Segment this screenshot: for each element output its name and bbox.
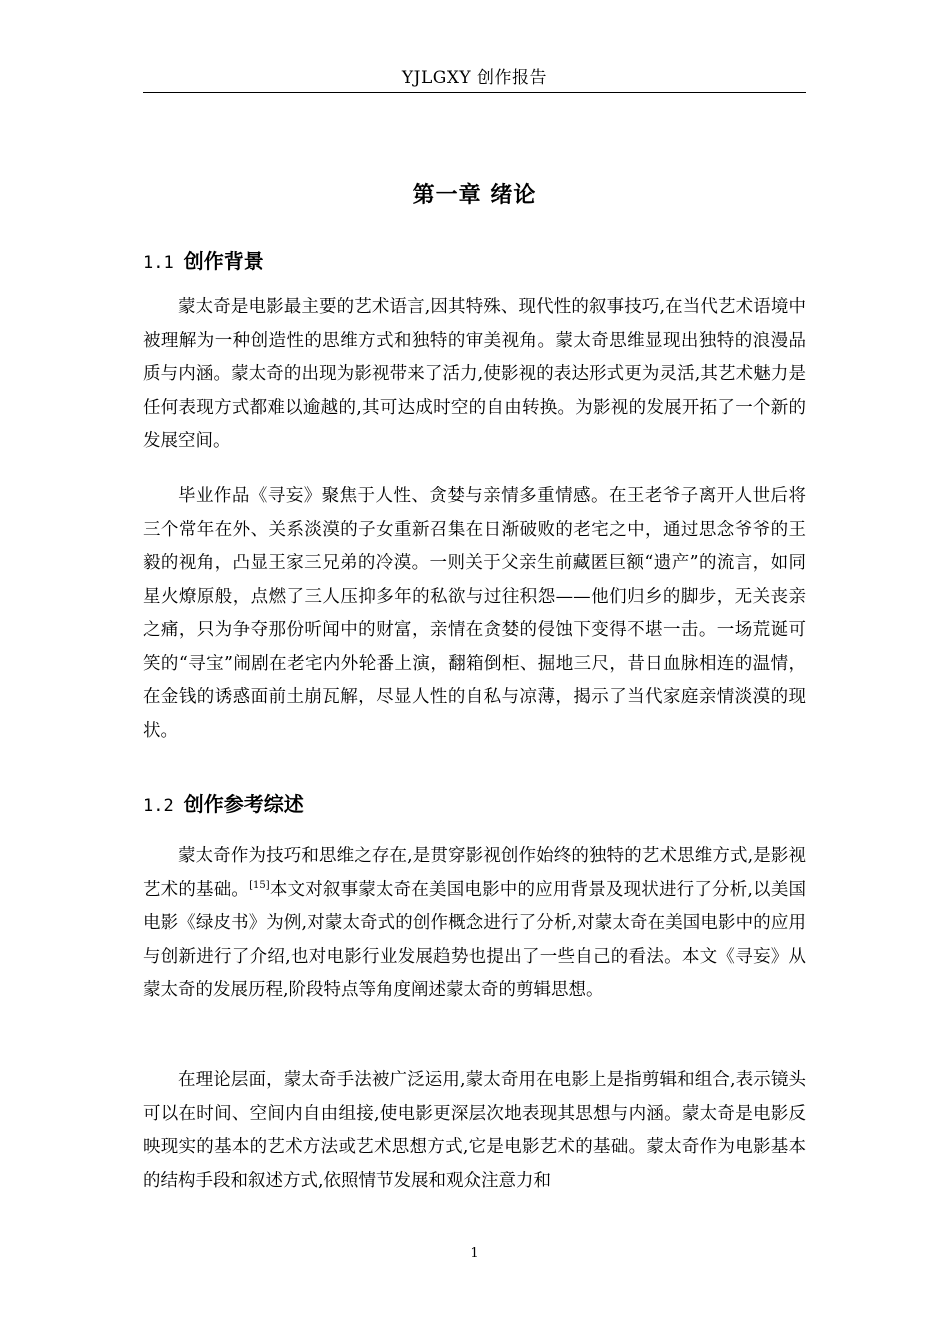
section-heading-1-2	[143, 789, 806, 821]
section-number: 1.2	[143, 796, 174, 816]
section-heading-1-1	[143, 246, 806, 278]
running-header: YJLGXY 创作报告	[401, 68, 548, 88]
section-number: 1.1	[143, 253, 174, 273]
body-paragraph: 毕业作品《寻妄》聚焦于人性、贪婪与亲情多重情感。在王老爷子离开人世后将三个常年在外、关系淡漠的子女重新召集在日渐破败的老宅之中，通过思念爷爷的王毅的视角，凸显王家三兄弟的冷漠。一则关于父亲生前藏匿巨额“遗产”的流言，如同星火燎原般，点燃了三人压抑多年的私欲与过往积怨——他们归乡的脚步，无关丧亲之痛，只为争夺那份听闻中的财富，亲情在贪婪的侵蚀下变得不堪一击。一场荒诞可笑的“寻宝”闹剧在老宅内外轮番上演，翻箱倒柜、掘地三尺，昔日血脉相连的温情，在金钱的诱惑面前土崩瓦解，尽显人性的自私与凉薄，揭示了当代家庭亲情淡漠的现状。	[143, 486, 806, 741]
section-title: 创作背景	[183, 249, 264, 273]
chapter-title: 第一章 绪论	[412, 183, 537, 208]
body-paragraph	[143, 840, 806, 1008]
paragraph-text: 本文对叙事蒙太奇在美国电影中的应用背景及现状进行了分析,以美国电影《绿皮书》为例,对蒙太奇式的创作概念进行了分析,对蒙太奇在美国电影中的应用与创新进行了介绍,也对电影行业发展趋势也提出了一些自己的看法。本文《寻妄》从蒙太奇的发展历程,阶段特点等角度阐述蒙太奇的剪辑思想。	[143, 879, 807, 1000]
body-paragraph: 蒙太奇是电影最主要的艺术语言,因其特殊、现代性的叙事技巧,在当代艺术语境中被理解为一种创造性的思维方式和独特的审美视角。蒙太奇思维显现出独特的浪漫品质与内涵。蒙太奇的出现为影视带来了活力,使影视的表达形式更为灵活,其艺术魅力是任何表现方式都难以逾越的,其可达成时空的自由转换。为影视的发展开拓了一个新的发展空间。	[143, 297, 806, 451]
page-number: 1	[470, 1246, 479, 1261]
header-rule	[143, 92, 806, 93]
section-title: 创作参考综述	[183, 792, 304, 816]
body-paragraph: 在理论层面，蒙太奇手法被广泛运用,蒙太奇用在电影上是指剪辑和组合,表示镜头可以在时间、空间内自由组接,使电影更深层次地表现其思想与内涵。蒙太奇是电影反映现实的基本的艺术方法或艺术思想方式,它是电影艺术的基础。蒙太奇作为电影基本的结构手段和叙述方式,依照情节发展和观众注意力和	[143, 1070, 806, 1191]
citation-marker: [15]	[249, 879, 270, 891]
paragraph-text: 蒙太奇作为技巧和思维之存在,是贯穿影视创作始终的独特的艺术思维方式,是影视艺术的基础。	[143, 846, 806, 900]
